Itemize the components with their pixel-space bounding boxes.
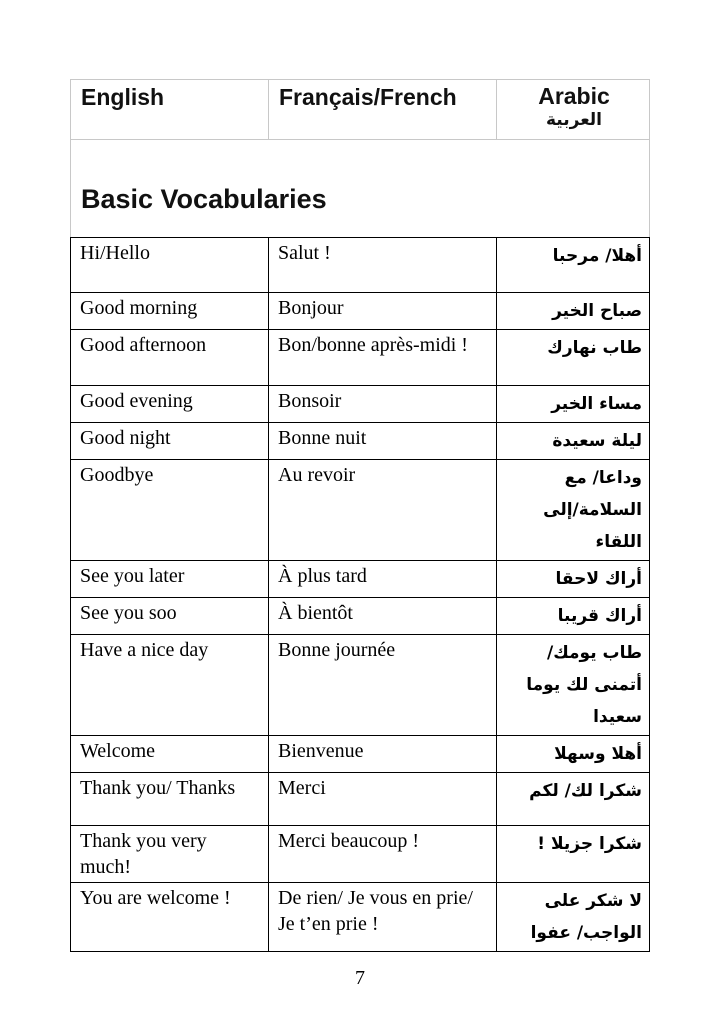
french-cell: Merci bbox=[268, 773, 496, 825]
table-row bbox=[71, 238, 649, 293]
table-row bbox=[71, 423, 649, 460]
english-cell: Good night bbox=[80, 427, 171, 449]
english-cell: See you soo bbox=[80, 602, 177, 624]
table-row bbox=[71, 460, 649, 561]
table-row bbox=[71, 736, 649, 773]
english-cell: Thank you/ Thanks bbox=[80, 777, 236, 799]
table-row bbox=[71, 330, 649, 386]
english-cell: Have a nice day bbox=[80, 639, 209, 661]
french-cell: Bienvenue bbox=[268, 736, 496, 772]
arabic-cell: أراك لاحقا bbox=[496, 561, 651, 597]
header-french: Français/French bbox=[268, 80, 496, 139]
english-cell: Good evening bbox=[80, 390, 193, 412]
header-row bbox=[71, 80, 649, 140]
arabic-cell: طاب نهارك bbox=[496, 330, 651, 385]
arabic-cell: أهلا وسهلا bbox=[496, 736, 651, 772]
table-row bbox=[71, 561, 649, 598]
arabic-cell: شكرا جزيلا ! bbox=[496, 826, 651, 882]
french-cell: Bonne nuit bbox=[268, 423, 496, 459]
english-cell: Hi/Hello bbox=[80, 242, 150, 264]
arabic-cell: مساء الخير bbox=[496, 386, 651, 422]
french-cell: Merci beaucoup ! bbox=[268, 826, 496, 882]
french-cell: Salut ! bbox=[268, 238, 496, 292]
english-cell: Good morning bbox=[80, 297, 198, 319]
french-cell: Bonne journée bbox=[268, 635, 496, 735]
arabic-cell: ليلة سعيدة bbox=[496, 423, 651, 459]
french-cell: Bonsoir bbox=[268, 386, 496, 422]
vocabulary-table bbox=[70, 237, 650, 952]
header-arabic-native: العربية bbox=[545, 110, 602, 130]
header-arabic-label: Arabic bbox=[538, 83, 610, 109]
french-cell: Au revoir bbox=[268, 460, 496, 560]
header-english: English bbox=[81, 84, 165, 110]
english-cell: Goodbye bbox=[80, 464, 154, 486]
page-content bbox=[70, 79, 650, 1010]
arabic-cell: لا شكر على الواجب/ عفوا bbox=[496, 883, 651, 951]
english-cell: Thank you very much! bbox=[80, 830, 207, 878]
arabic-cell: أهلا/ مرحبا bbox=[496, 238, 651, 292]
table-row bbox=[71, 635, 649, 736]
table-row bbox=[71, 883, 649, 952]
page-number: 7 bbox=[355, 967, 365, 989]
arabic-cell: طاب يومك/ أتمنى لك يوما سعيدا bbox=[496, 635, 651, 735]
english-cell: See you later bbox=[80, 565, 185, 587]
arabic-cell: شكرا لك/ لكم bbox=[496, 773, 651, 825]
english-cell: Welcome bbox=[80, 740, 156, 762]
section-row bbox=[71, 140, 649, 237]
table-row bbox=[71, 598, 649, 635]
table-header bbox=[70, 79, 650, 237]
arabic-cell: وداعا/ مع السلامة/إلى اللقاء bbox=[496, 460, 651, 560]
header-arabic bbox=[496, 80, 651, 139]
french-cell: Bon/bonne après-midi ! bbox=[268, 330, 496, 385]
french-cell: Bonjour bbox=[268, 293, 496, 329]
english-cell: You are welcome ! bbox=[80, 887, 231, 909]
table-row bbox=[71, 773, 649, 826]
arabic-cell: صباح الخير bbox=[496, 293, 651, 329]
arabic-cell: أراك قريبا bbox=[496, 598, 651, 634]
french-cell: À plus tard bbox=[268, 561, 496, 597]
english-cell: Good afternoon bbox=[80, 334, 207, 356]
section-title: Basic Vocabularies bbox=[81, 184, 327, 214]
french-cell: De rien/ Je vous en prie/ Je t’en prie ! bbox=[268, 883, 496, 951]
french-cell: À bientôt bbox=[268, 598, 496, 634]
table-row bbox=[71, 293, 649, 330]
table-row bbox=[71, 826, 649, 883]
table-row bbox=[71, 386, 649, 423]
